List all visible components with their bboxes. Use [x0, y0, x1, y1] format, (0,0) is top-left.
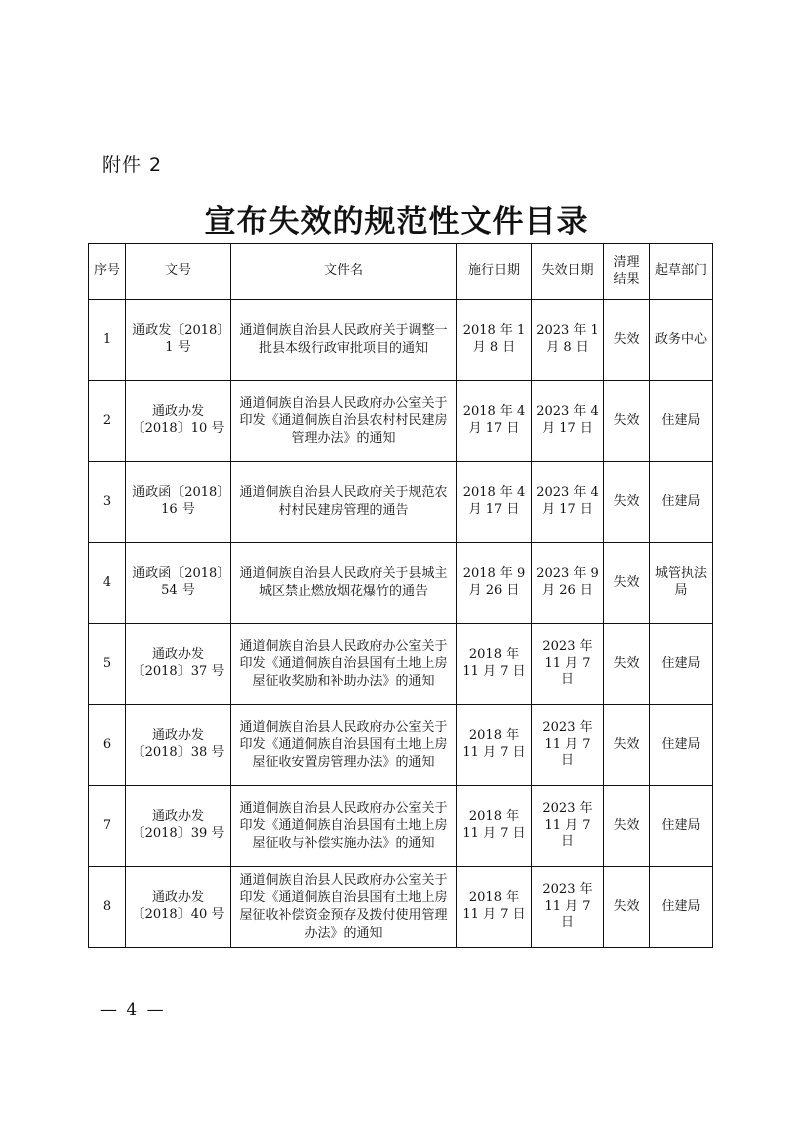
cell-dept: 住建局	[650, 624, 713, 705]
cell-doc-name: 通道侗族自治县人民政府关于规范农村村民建房管理的通告	[231, 462, 457, 543]
cell-expiry-date: 2023 年 1 月 8 日	[532, 300, 604, 381]
table-row	[89, 381, 713, 462]
cell-expiry-date: 2023 年 4 月 17 日	[532, 381, 604, 462]
cell-doc-name: 通道侗族自治县人民政府关于调整一批县本级行政审批项目的通知	[231, 300, 457, 381]
cell-doc-no: 通政办发〔2018〕37 号	[126, 624, 231, 705]
cell-doc-no: 通政办发〔2018〕10 号	[126, 381, 231, 462]
cell-seq: 7	[89, 786, 126, 867]
header-doc-name: 文件名	[231, 244, 457, 300]
cell-seq: 1	[89, 300, 126, 381]
cell-dept: 政务中心	[650, 300, 713, 381]
cell-expiry-date: 2023 年 9 月 26 日	[532, 543, 604, 624]
cell-result: 失效	[604, 543, 650, 624]
table-row	[89, 300, 713, 381]
cell-result: 失效	[604, 381, 650, 462]
cell-seq: 4	[89, 543, 126, 624]
cell-expiry-date: 2023 年 11 月 7 日	[532, 867, 604, 948]
cell-effective-date: 2018 年 11 月 7 日	[457, 786, 532, 867]
cell-doc-no: 通政发〔2018〕1 号	[126, 300, 231, 381]
table-row	[89, 543, 713, 624]
cell-doc-name: 通道侗族自治县人民政府办公室关于印发《通道侗族自治县国有土地上房屋征收与补偿实施办法》的通知	[231, 786, 457, 867]
cell-expiry-date: 2023 年 11 月 7 日	[532, 786, 604, 867]
cell-doc-no: 通政办发〔2018〕39 号	[126, 786, 231, 867]
header-doc-no: 文号	[126, 244, 231, 300]
cell-seq: 5	[89, 624, 126, 705]
table-row	[89, 462, 713, 543]
cell-dept: 住建局	[650, 786, 713, 867]
cell-expiry-date: 2023 年 4 月 17 日	[532, 462, 604, 543]
cell-expiry-date: 2023 年 11 月 7 日	[532, 705, 604, 786]
table-row	[89, 867, 713, 948]
cell-result: 失效	[604, 705, 650, 786]
cell-doc-no: 通政办发〔2018〕40 号	[126, 867, 231, 948]
cell-effective-date: 2018 年 11 月 7 日	[457, 705, 532, 786]
attachment-label: 附件 2	[102, 154, 163, 176]
cell-effective-date: 2018 年 4 月 17 日	[457, 462, 532, 543]
cell-result: 失效	[604, 867, 650, 948]
cell-effective-date: 2018 年 1 月 8 日	[457, 300, 532, 381]
cell-effective-date: 2018 年 9 月 26 日	[457, 543, 532, 624]
table-row	[89, 786, 713, 867]
header-seq: 序号	[89, 244, 126, 300]
cell-doc-name: 通道侗族自治县人民政府办公室关于印发《通道侗族自治县国有土地上房屋征收补偿资金预存及拨付使用管理办法》的通知	[231, 867, 457, 948]
cell-doc-no: 通政办发〔2018〕38 号	[126, 705, 231, 786]
cell-doc-name: 通道侗族自治县人民政府关于县城主城区禁止燃放烟花爆竹的通告	[231, 543, 457, 624]
cell-seq: 3	[89, 462, 126, 543]
page-number: — 4 —	[100, 1000, 166, 1020]
header-effective-date: 施行日期	[457, 244, 532, 300]
cell-dept: 城管执法局	[650, 543, 713, 624]
cell-doc-no: 通政函〔2018〕16 号	[126, 462, 231, 543]
cell-expiry-date: 2023 年 11 月 7 日	[532, 624, 604, 705]
document-table	[88, 243, 713, 948]
cell-result: 失效	[604, 300, 650, 381]
cell-effective-date: 2018 年 11 月 7 日	[457, 624, 532, 705]
page-title: 宣布失效的规范性文件目录	[204, 204, 589, 240]
table-row	[89, 705, 713, 786]
cell-result: 失效	[604, 786, 650, 867]
header-expiry-date: 失效日期	[532, 244, 604, 300]
cell-doc-no: 通政函〔2018〕54 号	[126, 543, 231, 624]
cell-doc-name: 通道侗族自治县人民政府办公室关于印发《通道侗族自治县国有土地上房屋征收安置房管理办法》的通知	[231, 705, 457, 786]
cell-seq: 6	[89, 705, 126, 786]
cell-seq: 2	[89, 381, 126, 462]
cell-result: 失效	[604, 624, 650, 705]
cell-dept: 住建局	[650, 705, 713, 786]
cell-result: 失效	[604, 462, 650, 543]
header-dept: 起草部门	[650, 244, 713, 300]
cell-effective-date: 2018 年 11 月 7 日	[457, 867, 532, 948]
cell-dept: 住建局	[650, 867, 713, 948]
cell-doc-name: 通道侗族自治县人民政府办公室关于印发《通道侗族自治县农村村民建房管理办法》的通知	[231, 381, 457, 462]
table-row	[89, 624, 713, 705]
cell-doc-name: 通道侗族自治县人民政府办公室关于印发《通道侗族自治县国有土地上房屋征收奖励和补助办法》的通知	[231, 624, 457, 705]
cell-dept: 住建局	[650, 462, 713, 543]
cell-effective-date: 2018 年 4 月 17 日	[457, 381, 532, 462]
cell-seq: 8	[89, 867, 126, 948]
header-result: 清理结果	[604, 244, 650, 300]
table-header-row	[89, 244, 713, 300]
cell-dept: 住建局	[650, 381, 713, 462]
